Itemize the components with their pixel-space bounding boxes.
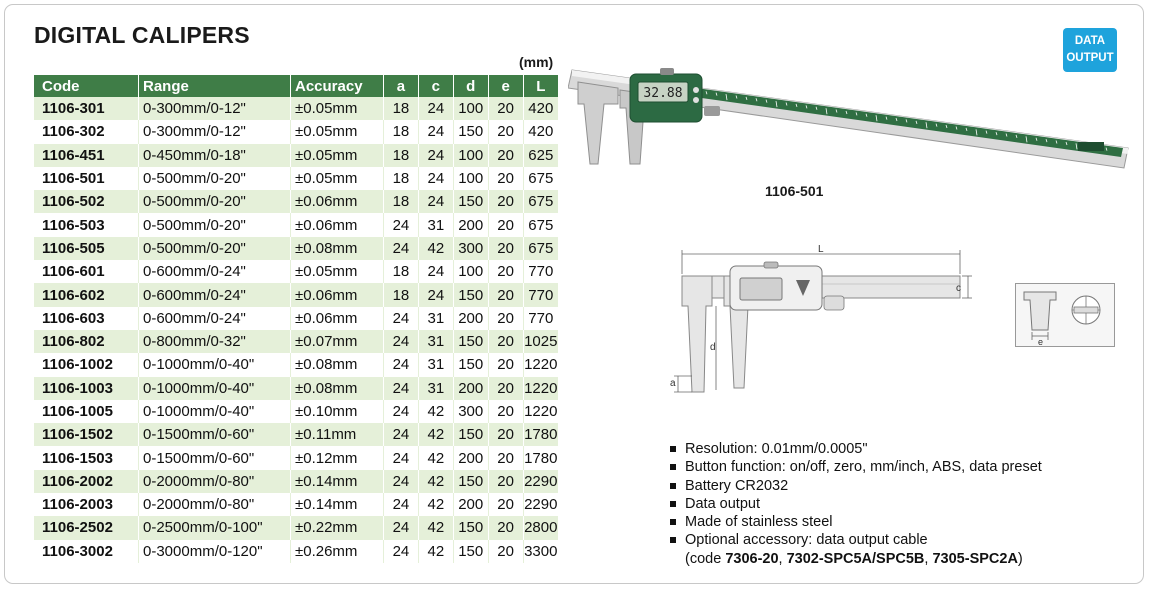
section-jaw-tips [1074,307,1098,313]
cell-code: 1106-502 [34,190,139,213]
cell-d: 150 [453,516,488,539]
cell-c: 24 [418,144,453,167]
cell-range: 0-500mm/0-20" [139,237,291,260]
jaw-section-inset [1015,283,1115,347]
diagram-locking-screw [824,296,844,310]
cell-e: 20 [488,167,523,190]
cell-L: 1220 [523,353,558,376]
cell-accuracy: ±0.11mm [291,423,384,446]
cell-L: 770 [523,307,558,330]
table-row [34,330,558,353]
cell-a: 24 [384,446,419,469]
cell-d: 200 [453,493,488,516]
header-range: Range [139,75,291,97]
cell-range: 0-1000mm/0-40" [139,400,291,423]
cell-c: 24 [418,120,453,143]
unit-note: (mm) [519,54,554,70]
badge-line-1: DATA [1074,35,1106,47]
cell-e: 20 [488,353,523,376]
cell-L: 675 [523,237,558,260]
cell-L: 1780 [523,423,558,446]
cell-accuracy: ±0.06mm [291,213,384,236]
cell-d: 150 [453,283,488,306]
cell-a: 24 [384,237,419,260]
jaw-profile [1024,292,1056,330]
cell-range: 0-2000mm/0-80" [139,470,291,493]
cell-a: 24 [384,470,419,493]
cell-e: 20 [488,377,523,400]
cell-c: 24 [418,167,453,190]
cell-range: 0-450mm/0-18" [139,144,291,167]
cell-d: 100 [453,144,488,167]
cell-e: 20 [488,470,523,493]
cell-e: 20 [488,260,523,283]
header-a: a [384,75,419,97]
cell-range: 0-600mm/0-24" [139,283,291,306]
cell-code: 1106-2502 [34,516,139,539]
cell-e: 20 [488,516,523,539]
cell-range: 0-500mm/0-20" [139,190,291,213]
cell-range: 0-500mm/0-20" [139,213,291,236]
cell-a: 24 [384,213,419,236]
cell-code: 1106-505 [34,237,139,260]
cell-L: 770 [523,260,558,283]
cell-range: 0-3000mm/0-120" [139,540,291,563]
photo-caption: 1106-501 [765,183,824,199]
cell-d: 200 [453,213,488,236]
cell-e: 20 [488,400,523,423]
cell-d: 150 [453,330,488,353]
table-row [34,167,558,190]
cell-code: 1106-302 [34,120,139,143]
bullet-icon [670,446,676,452]
cell-L: 420 [523,120,558,143]
cell-e: 20 [488,237,523,260]
cell-L: 1220 [523,400,558,423]
cell-a: 24 [384,400,419,423]
label-e: e [1038,337,1044,346]
cell-a: 18 [384,167,419,190]
cell-e: 20 [488,283,523,306]
cell-accuracy: ±0.05mm [291,144,384,167]
cell-range: 0-2000mm/0-80" [139,493,291,516]
accessory-codes: (code 7306-20, 7302-SPC5A/SPC5B, 7305-SPC2A) [685,550,1023,567]
cell-a: 18 [384,120,419,143]
cell-L: 675 [523,213,558,236]
label-a: a [670,378,676,389]
header-c: c [418,75,453,97]
table-row [34,377,558,400]
cell-accuracy: ±0.06mm [291,283,384,306]
cell-d: 300 [453,400,488,423]
cell-d: 200 [453,307,488,330]
cell-d: 150 [453,540,488,563]
cell-code: 1106-802 [34,330,139,353]
cell-accuracy: ±0.22mm [291,516,384,539]
header-e: e [488,75,523,97]
table-header-row [34,75,558,97]
cell-e: 20 [488,330,523,353]
table-row [34,144,558,167]
cell-range: 0-1000mm/0-40" [139,353,291,376]
table-row [34,400,558,423]
feature-item: Battery CR2032 [668,477,1042,495]
cell-e: 20 [488,190,523,213]
cell-accuracy: ±0.10mm [291,400,384,423]
cell-a: 18 [384,144,419,167]
feature-item: Resolution: 0.01mm/0.0005" [668,440,1042,458]
cell-a: 18 [384,283,419,306]
cell-d: 150 [453,120,488,143]
cell-c: 31 [418,307,453,330]
header-d: d [453,75,488,97]
feature-item: Button function: on/off, zero, mm/inch, ABS, data preset [668,458,1042,476]
cell-code: 1106-1003 [34,377,139,400]
bullet-icon [670,483,676,489]
cell-a: 24 [384,516,419,539]
cell-accuracy: ±0.08mm [291,377,384,400]
label-L: L [818,244,824,255]
feature-list [668,440,1042,568]
cell-d: 200 [453,446,488,469]
cell-c: 42 [418,516,453,539]
cell-accuracy: ±0.05mm [291,167,384,190]
table-body [34,97,558,563]
table-row [34,260,558,283]
table-row [34,97,558,120]
cell-accuracy: ±0.05mm [291,120,384,143]
cell-e: 20 [488,540,523,563]
cell-L: 2800 [523,516,558,539]
cell-L: 1220 [523,377,558,400]
table-row [34,120,558,143]
display-button-icon [693,87,699,93]
table-row [34,493,558,516]
cell-e: 20 [488,144,523,167]
cell-d: 200 [453,377,488,400]
cell-code: 1106-501 [34,167,139,190]
cell-accuracy: ±0.14mm [291,470,384,493]
cell-L: 770 [523,283,558,306]
cell-a: 24 [384,307,419,330]
cell-d: 150 [453,423,488,446]
cell-c: 42 [418,493,453,516]
locking-screw [704,106,720,116]
header-accuracy: Accuracy [291,75,384,97]
cell-c: 42 [418,540,453,563]
cell-d: 300 [453,237,488,260]
cell-e: 20 [488,213,523,236]
cell-a: 24 [384,353,419,376]
cell-range: 0-1000mm/0-40" [139,377,291,400]
cell-L: 1025 [523,330,558,353]
cell-code: 1106-503 [34,213,139,236]
cell-d: 100 [453,260,488,283]
cell-range: 0-1500mm/0-60" [139,423,291,446]
cell-e: 20 [488,307,523,330]
cell-c: 24 [418,97,453,120]
caliper-photo [568,60,1136,180]
feature-item: Optional accessory: data output cable [668,531,1042,549]
diagram-lcd [740,278,782,300]
cell-accuracy: ±0.12mm [291,446,384,469]
cell-L: 3300 [523,540,558,563]
cell-a: 18 [384,260,419,283]
header-code: Code [34,75,139,97]
bullet-icon [670,464,676,470]
cell-accuracy: ±0.14mm [291,493,384,516]
cell-c: 42 [418,446,453,469]
cell-c: 31 [418,213,453,236]
cell-range: 0-2500mm/0-100" [139,516,291,539]
fixed-jaw [578,82,618,164]
label-c: c [956,283,961,294]
cell-c: 24 [418,190,453,213]
cell-L: 675 [523,190,558,213]
accessory-code-1: 7306-20 [725,550,779,567]
cell-a: 24 [384,423,419,446]
cell-c: 31 [418,353,453,376]
table-row [34,470,558,493]
table-row [34,540,558,563]
brand-logo-icon [1078,142,1104,151]
cell-c: 24 [418,283,453,306]
cell-c: 42 [418,400,453,423]
page-title: DIGITAL CALIPERS [34,22,250,48]
cell-accuracy: ±0.05mm [291,97,384,120]
table-row [34,423,558,446]
bullet-icon [670,537,676,543]
label-d: d [710,342,716,353]
bullet-icon [670,519,676,525]
diagram-fixed-jaw [682,276,712,392]
table-row [34,353,558,376]
cell-L: 2290 [523,493,558,516]
cell-range: 0-300mm/0-12" [139,120,291,143]
cell-accuracy: ±0.06mm [291,190,384,213]
cell-L: 675 [523,167,558,190]
cell-range: 0-300mm/0-12" [139,97,291,120]
badge-line-2: OUTPUT [1066,52,1114,64]
cell-code: 1106-1503 [34,446,139,469]
cell-accuracy: ±0.05mm [291,260,384,283]
cell-accuracy: ±0.08mm [291,237,384,260]
cell-a: 24 [384,540,419,563]
thumb-roller [660,68,674,75]
accessory-code-2: 7302-SPC5A/SPC5B [786,550,925,567]
cell-c: 31 [418,330,453,353]
cell-a: 24 [384,330,419,353]
cell-range: 0-800mm/0-32" [139,330,291,353]
specs-table [34,75,558,563]
jaw-section-drawing [1016,284,1114,346]
cell-code: 1106-1005 [34,400,139,423]
cell-d: 100 [453,167,488,190]
lcd-reading: 32.88 [643,86,683,101]
table-row [34,237,558,260]
cell-a: 24 [384,377,419,400]
header-L: L [523,75,558,97]
cell-c: 42 [418,237,453,260]
table-row [34,283,558,306]
cell-code: 1106-601 [34,260,139,283]
cell-e: 20 [488,423,523,446]
cell-a: 18 [384,97,419,120]
table-row [34,516,558,539]
cell-e: 20 [488,120,523,143]
cell-range: 0-600mm/0-24" [139,260,291,283]
cell-c: 31 [418,377,453,400]
cell-d: 150 [453,470,488,493]
diagram-thumb-roller [764,262,778,268]
cell-code: 1106-1002 [34,353,139,376]
cell-d: 150 [453,190,488,213]
caliper-scale-strip [666,84,1123,157]
cell-range: 0-1500mm/0-60" [139,446,291,469]
cell-d: 150 [453,353,488,376]
cell-accuracy: ±0.26mm [291,540,384,563]
table-row [34,446,558,469]
cell-code: 1106-602 [34,283,139,306]
feature-item: Data output [668,495,1042,513]
cell-code: 1106-301 [34,97,139,120]
cell-accuracy: ±0.06mm [291,307,384,330]
bullet-icon [670,501,676,507]
cell-range: 0-600mm/0-24" [139,307,291,330]
cell-c: 42 [418,470,453,493]
cell-e: 20 [488,493,523,516]
cell-e: 20 [488,97,523,120]
table-row [34,213,558,236]
cell-L: 625 [523,144,558,167]
cell-code: 1106-2003 [34,493,139,516]
cell-accuracy: ±0.07mm [291,330,384,353]
dimension-diagram [660,240,980,410]
cell-e: 20 [488,446,523,469]
cell-code: 1106-1502 [34,423,139,446]
cell-c: 42 [418,423,453,446]
cell-code: 1106-451 [34,144,139,167]
cell-d: 100 [453,97,488,120]
table-row [34,307,558,330]
accessory-code-3: 7305-SPC2A [932,550,1018,567]
cell-L: 2290 [523,470,558,493]
cell-L: 1780 [523,446,558,469]
display-button-icon [693,97,699,103]
cell-L: 420 [523,97,558,120]
cell-code: 1106-2002 [34,470,139,493]
cell-accuracy: ±0.08mm [291,353,384,376]
cell-a: 18 [384,190,419,213]
cell-c: 24 [418,260,453,283]
cell-code: 1106-3002 [34,540,139,563]
table-row [34,190,558,213]
cell-a: 24 [384,493,419,516]
feature-item: Made of stainless steel [668,513,1042,531]
cell-code: 1106-603 [34,307,139,330]
cell-range: 0-500mm/0-20" [139,167,291,190]
